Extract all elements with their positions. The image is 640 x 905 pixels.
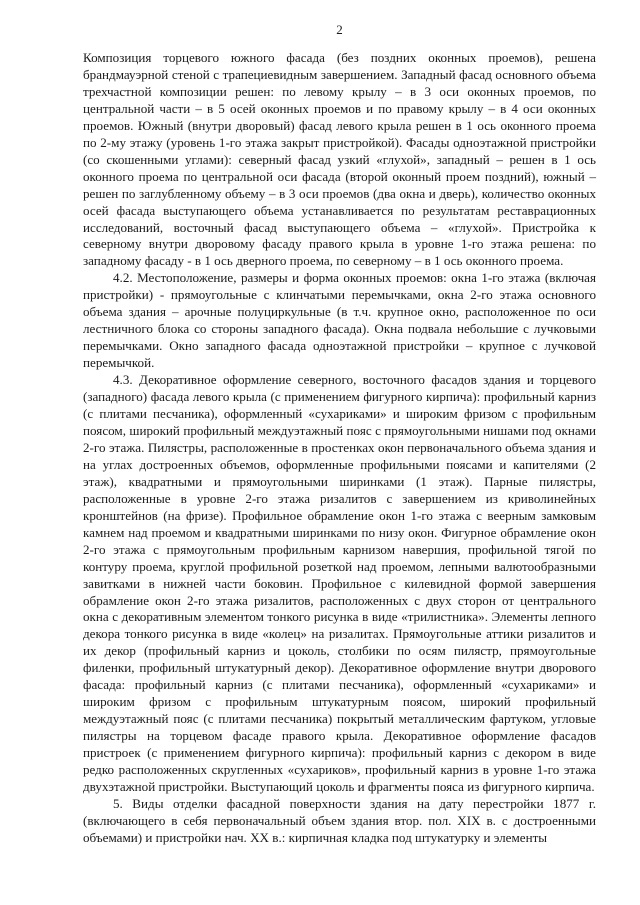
paragraph-4-3-decorative-design: 4.3. Декоративное оформление северного, восточного фасадов здания и торцевого (западного) фасада левого крыла (с применением фигурного кирпича): профильный карниз (с плитами песчаника), оформленный «сухариками» и широким фризом с профильным поясом, широкий профильный междуэтажный пояс с прямоугольными нишами под окнами 2-го этажа. Пилястры, расположенные в простенках окон первоначального объема здания и на углах достроенных объемов, оформленные профильными поясами и капителями (2 этаж), квадратными и прямоугольными ширинками (1 этаж). Парные пилястры, расположенные в уровне 2-го этажа ризалитов с завершением из криволинейных кронштейнов (на фризе). Профильное обрамление окон 1-го этажа с веерным замковым камнем над проемом и квадратными ширинками по низу окон. Фигурное обрамление окон 2-го этажа с прямоугольным профильным карнизом навершия, профильной тягой по контуру проема, круглой профильной розеткой над проемом, лепными валютообразными завитками в нижней части боковин. Профильное с килевидной формой завершения обрамление окон 2-го этажа ризалитов, расположенных с двух сторон от центрального окна с декоративным элементом тонкого рисунка в виде «трилистника». Элементы лепного декора тонкого рисунка в виде «колец» на ризалитах. Прямоугольные аттики ризалитов и их декор (профильный карниз и цоколь, столбики по осям пилястр, прямоугольные филенки, профильный штукатурный декор). Декоративное оформление внутри дворового фасада: профильный карниз (с плитами песчаника), оформленный «сухариками» и широким фризом с профильным штукатурным поясом, широкий профильный междуэтажный пояс (с плитами песчаника) покрытый металлическим фартуком, угловые пилястры на торцевом фасаде правого крыла. Декоративное оформление фасадов пристроек (с применением фигурного кирпича): профильный карниз с декором в виде редко расположенных скругленных «сухариков», профильный карниз в уровне 1-го этажа двухэтажной пристройки. Выступающий цоколь и фрагменты пояса из фигурного кирпича. <box>83 372 596 794</box>
paragraph-facade-composition: Композиция торцевого южного фасада (без поздних оконных проемов), решена брандмауэрной стеной с трапециевидным завершением. Западный фасад основного объема трехчастной композиции решен: по левому крылу – в 3 оси оконных проемов, по центральной части – в 5 осей оконных проемов и по правому крылу – в 4 оси оконных проемов. Южный (внутри дворовый) фасад левого крыла решен в 1 ось оконного проема по 2-му этажу (уровень 1-го этажа закрыт пристройкой). Фасады одноэтажной пристройки (со скошенными углами): северный фасад узкий «глухой», западный – решен в 1 ось оконного проема по центральной оси фасада (второй оконный проем поздний), южный – решен по заглубленному объему – в 3 оси проемов (два окна и дверь), количество оконных осей фасада выступающего объема устанавливается по результатам реставрационных исследований, восточный фасад выступающего объема – «глухой». Пристройка к северному внутри дворовому фасаду правого крыла в уровне 1-го этажа решена: по западному фасаду - в 1 ось дверного проема, по северному – в 1 ось оконного проема. <box>83 50 596 269</box>
paragraph-4-2-window-openings: 4.2. Местоположение, размеры и форма оконных проемов: окна 1-го этажа (включая пристройки) - прямоугольные с клинчатыми перемычками, окна 2-го этажа основного объема здания – арочные полуциркульные (в т.ч. крупное окно, расположенное по оси лестничного блока со стороны западного фасада). Окна подвала небольшие с лучковыми перемычками. Окно западного фасада одноэтажной пристройки – крупное с лучковой перемычкой. <box>83 270 596 371</box>
page-number: 2 <box>336 22 343 37</box>
paragraph-5-finish-types: 5. Виды отделки фасадной поверхности здания на дату перестройки 1877 г. (включающего в себя первоначальный объем здания втор. пол. XIX в. с достроенными объемами) и пристройки нач. XX в.: кирпичная кладка под штукатурку и элементы <box>83 795 596 845</box>
